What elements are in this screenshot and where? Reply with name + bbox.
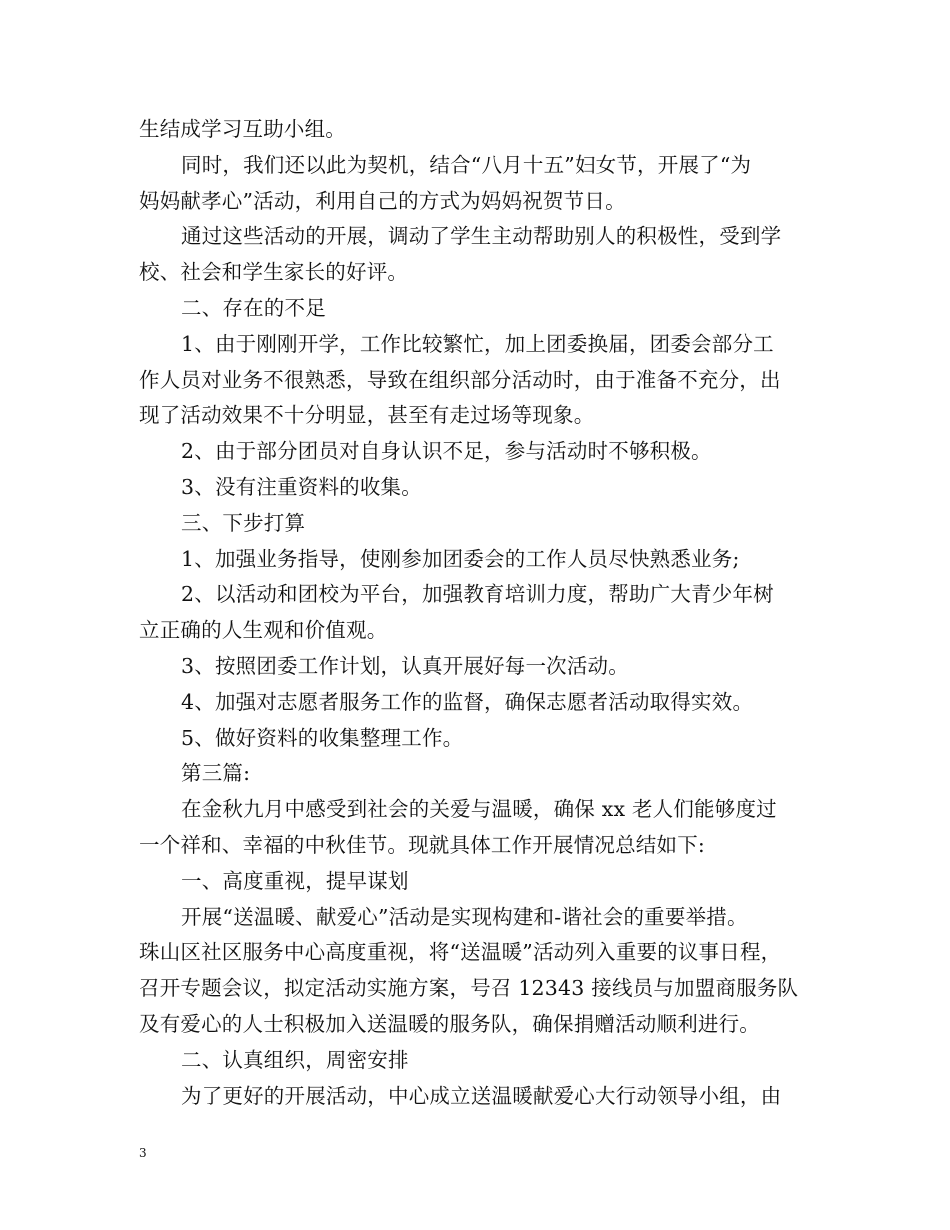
text-line: 2、由于部分团员对自身认识不足，参与活动时不够积极。 <box>181 439 712 464</box>
section-heading: 一、高度重视，提早谋划 <box>181 868 409 893</box>
text-line: 2、以活动和团校为平台，加强教育培训力度，帮助广大青少年树 <box>181 582 774 607</box>
text-line: 1、由于刚刚开学，工作比较繁忙，加上团委换届，团委会部分工 <box>181 331 774 356</box>
text-line: 为了更好的开展活动，中心成立送温暖献爱心大行动领导小组，由 <box>181 1083 782 1108</box>
section-heading: 二、存在的不足 <box>181 295 326 320</box>
text-line: 召开专题会议，拟定活动实施方案，号召 12343 接线员与加盟商服务队 <box>139 976 799 1001</box>
text-line: 作人员对业务不很熟悉，导致在组织部分活动时，由于准备不充分，出 <box>139 367 781 392</box>
section-heading: 三、下步打算 <box>181 510 306 535</box>
text-line: 3、没有注重资料的收集。 <box>181 474 422 499</box>
text-line: 校、社会和学生家长的好评。 <box>139 260 409 285</box>
section-heading: 二、认真组织，周密安排 <box>181 1047 409 1072</box>
section-heading: 第三篇: <box>181 761 251 786</box>
text-line: 生结成学习互助小组。 <box>139 117 346 141</box>
page-number: 3 <box>139 1146 147 1160</box>
text-line: 4、加强对志愿者服务工作的监督，确保志愿者活动取得实效。 <box>181 689 754 714</box>
body-text <box>139 112 819 1114</box>
text-line: 及有爱心的人士积极加入送温暖的服务队，确保捐赠活动顺利进行。 <box>139 1011 760 1036</box>
text-line: 通过这些活动的开展，调动了学生主动帮助别人的积极性，受到学 <box>181 224 782 249</box>
text-line: 珠山区社区服务中心高度重视，将“送温暖”活动列入重要的议事日程， <box>139 940 782 965</box>
text-line: 立正确的人生观和价值观。 <box>139 618 388 643</box>
text-line: 妈妈献孝心”活动，利用自己的方式为妈妈祝贺节日。 <box>139 188 626 213</box>
text-line: 在金秋九月中感受到社会的关爱与温暖，确保 xx 老人们能够度过 <box>181 797 777 822</box>
text-line: 同时，我们还以此为契机，结合“八月十五”妇女节，开展了“为 <box>181 152 752 177</box>
text-line: 5、做好资料的收集整理工作。 <box>181 725 464 750</box>
text-line: 一个祥和、幸福的中秋佳节。现就具体工作开展情况总结如下: <box>139 832 706 857</box>
text-line: 现了活动效果不十分明显，甚至有走过场等现象。 <box>139 403 595 428</box>
text-line: 1、加强业务指导，使刚参加团委会的工作人员尽快熟悉业务; <box>181 546 740 571</box>
text-line: 3、按照团委工作计划，认真开展好每一次活动。 <box>181 653 629 678</box>
text-line: 开展“送温暖、献爱心”活动是实现构建和-谐社会的重要举措。 <box>181 904 748 929</box>
